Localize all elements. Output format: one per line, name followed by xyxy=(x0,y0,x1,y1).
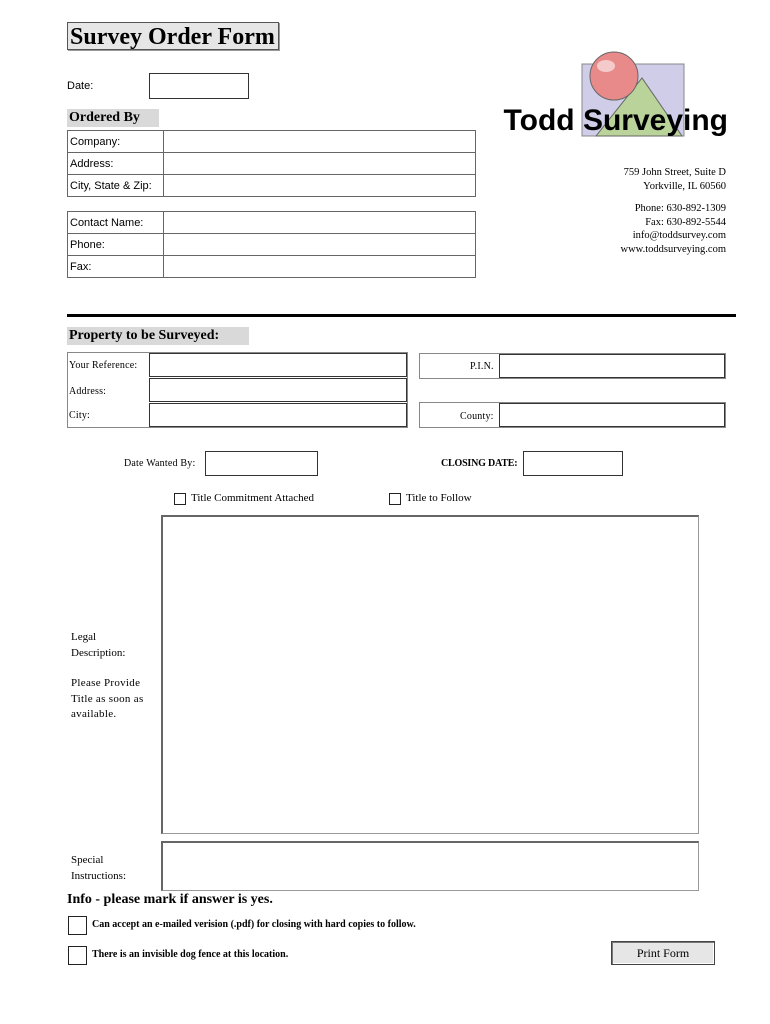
fax-label: Fax: xyxy=(68,256,164,278)
company-field[interactable] xyxy=(164,131,476,153)
county-label: County: xyxy=(460,411,494,422)
info-heading: Info - please mark if answer is yes. xyxy=(67,892,273,907)
title-follow-checkbox[interactable] xyxy=(389,493,401,505)
property-city-field[interactable] xyxy=(149,403,407,427)
company-city: Yorkville, IL 60560 xyxy=(643,180,726,192)
your-reference-field[interactable] xyxy=(149,353,407,377)
provide-title-note: Please Provide Title as soon as available. xyxy=(71,677,144,720)
date-label: Date: xyxy=(67,80,94,92)
property-address-field[interactable] xyxy=(149,378,407,402)
closing-date-field[interactable] xyxy=(523,451,623,476)
address-field[interactable] xyxy=(164,153,476,175)
ordered-by-heading: Ordered By xyxy=(67,109,159,127)
ordered-by-table xyxy=(67,130,476,197)
company-email: info@toddsurvey.com xyxy=(632,230,726,241)
emailed-version-label: Can accept an e-mailed verision (.pdf) for closing with hard copies to follow. xyxy=(92,919,416,930)
county-field[interactable] xyxy=(499,403,725,427)
property-address-label: Address: xyxy=(69,386,107,397)
property-heading: Property to be Surveyed: xyxy=(67,327,249,345)
special-instructions-label: Special Instructions: xyxy=(71,854,126,882)
legal-description-label: Legal Description: xyxy=(71,631,126,659)
form-title: Survey Order Form xyxy=(67,22,279,50)
phone-field[interactable] xyxy=(164,234,476,256)
pin-field[interactable] xyxy=(499,354,725,378)
contact-name-field[interactable] xyxy=(164,212,476,234)
company-street: 759 John Street, Suite D xyxy=(623,167,726,178)
section-divider xyxy=(67,314,736,317)
title-follow-label: Title to Follow xyxy=(406,492,472,504)
closing-date-label: CLOSING DATE: xyxy=(441,458,518,469)
company-web: www.toddsurveying.com xyxy=(620,243,726,255)
company-fax: Fax: 630-892-5544 xyxy=(645,216,726,228)
pin-label: P.I.N. xyxy=(470,361,494,372)
title-commitment-label: Title Commitment Attached xyxy=(191,492,315,504)
dog-fence-checkbox[interactable] xyxy=(68,946,87,965)
property-city-label: City: xyxy=(69,410,91,421)
contact-name-label: Contact Name: xyxy=(68,212,164,234)
date-field[interactable] xyxy=(149,73,249,99)
company-address-block xyxy=(540,166,726,256)
emailed-version-checkbox[interactable] xyxy=(68,916,87,935)
title-commitment-checkbox[interactable] xyxy=(174,493,186,505)
dog-fence-label: There is an invisible dog fence at this location. xyxy=(92,949,289,960)
company-phone: Phone: 630-892-1309 xyxy=(634,203,726,214)
company-label: Company: xyxy=(68,131,164,153)
special-instructions-textarea[interactable] xyxy=(161,841,699,891)
city-state-zip-label: City, State & Zip: xyxy=(68,175,164,197)
print-form-button[interactable]: Print Form xyxy=(611,941,715,965)
company-name: Todd Surveying xyxy=(503,104,728,137)
date-wanted-field[interactable] xyxy=(205,451,318,476)
phone-label: Phone: xyxy=(68,234,164,256)
your-reference-label: Your Reference: xyxy=(69,360,138,371)
contact-table xyxy=(67,211,476,278)
fax-field[interactable] xyxy=(164,256,476,278)
legal-description-textarea[interactable] xyxy=(161,515,699,834)
address-label: Address: xyxy=(68,153,164,175)
date-wanted-label: Date Wanted By: xyxy=(124,458,196,469)
city-state-zip-field[interactable] xyxy=(164,175,476,197)
